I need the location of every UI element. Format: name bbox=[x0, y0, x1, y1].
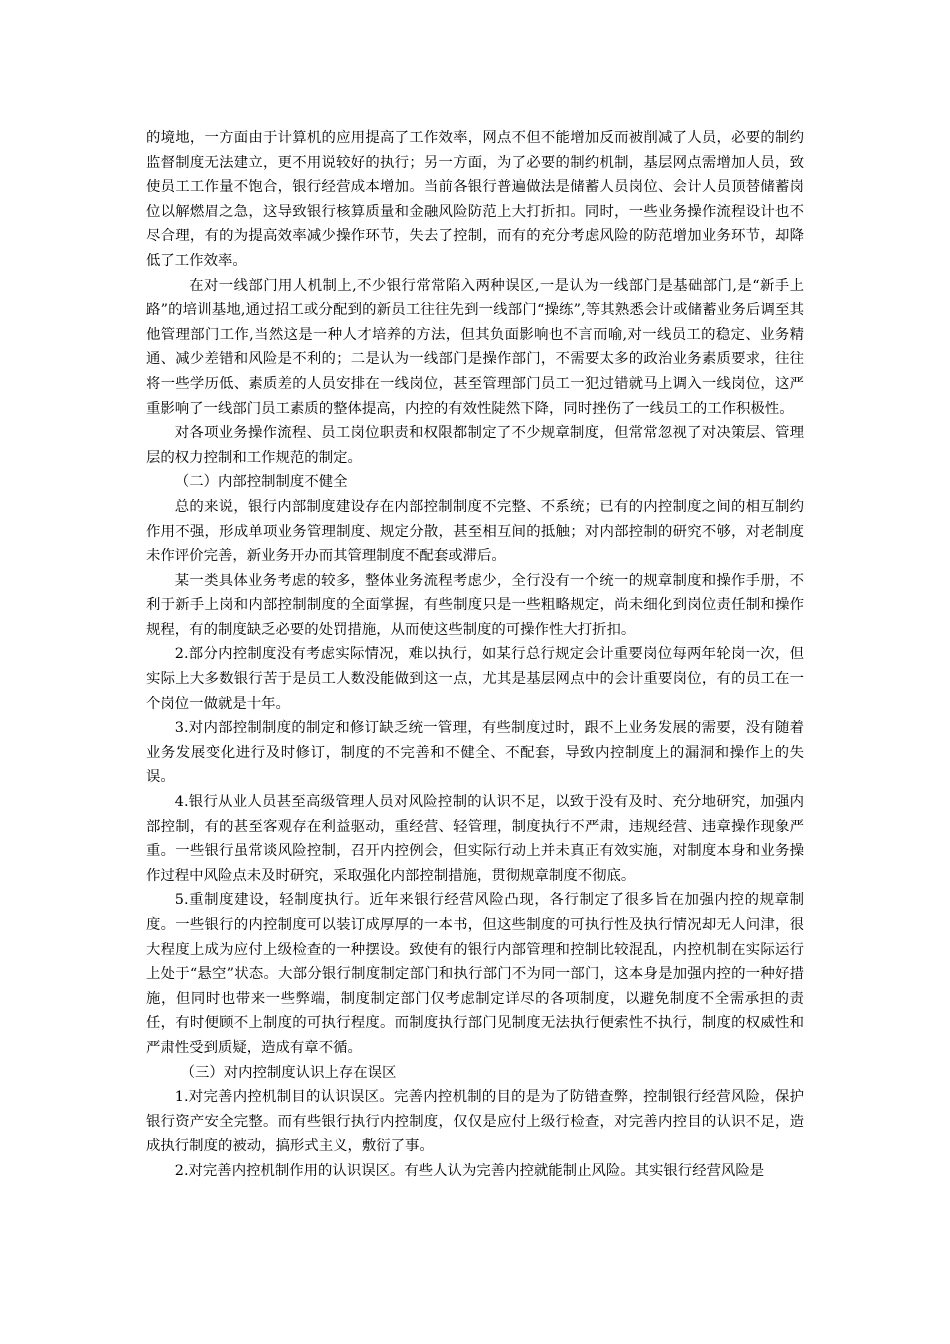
paragraph-9: 5.重制度建设，轻制度执行。近年来银行经营风险凸现，各行制定了很多旨在加强内控的规章制度。一些银行的内控制度可以装订成厚厚的一本书，但这些制度的可执行性及执行情况却无人问津，很大程度上成为应付上级检查的一种摆设。致使有的银行内部管理和控制比较混乱，内控机制在实际运行上处于“悬空”状态。大部分银行制度制定部门和执行部门不为同一部门，这本身是加强内控的一种好措施，但同时也带来一些弊端，制度制定部门仅考虑制定详尽的各项制度，以避免制度不全需承担的责任，有时便顾不上制度的可执行程度。而制度执行部门见制度无法执行便索性不执行，制度的权威性和严肃性受到质疑，造成有章不循。 bbox=[146, 892, 804, 1056]
paragraph-2: 在对一线部门用人机制上,不少银行常常陷入两种误区,一是认为一线部门是基础部门,是“新手上路”的培训基地,通过招工或分配到的新员工往往先到一线部门“操练”,等其熟悉会计或储蓄业务后调至其他管理部门工作,当然这是一种人才培养的方法，但其负面影响也不言而喻,对一线员工的稳定、业务精通、减少差错和风险是不利的；二是认为一线部门是操作部门，不需要太多的政治业务素质要求，往往将一些学历低、素质差的人员安排在一线岗位，甚至管理部门员工一犯过错就马上调入一线岗位，这严重影响了一线部门员工素质的整体提高，内控的有效性陡然下降，同时挫伤了一线员工的工作积极性。 bbox=[146, 277, 804, 417]
paragraph-1: 的境地，一方面由于计算机的应用提高了工作效率，网点不但不能增加反而被削减了人员，必要的制约监督制度无法建立，更不用说较好的执行；另一方面，为了必要的制约机制，基层网点需增加人员，致使员工工作量不饱合，银行经营成本增加。当前各银行普遍做法是储蓄人员岗位、会计人员顶替储蓄岗位以解燃眉之急，这导致银行核算质量和金融风险防范上大打折扣。同时，一些业务操作流程设计也不尽合理，有的为提高效率减少操作环节，失去了控制，而有的充分考虑风险的防范增加业务环节，却降低了工作效率。 bbox=[146, 130, 804, 269]
paragraph-8: 4.银行从业人员甚至高级管理人员对风险控制的认识不足，以致于没有及时、充分地研究，加强内部控制，有的甚至客观存在利益驱动，重经营、轻管理，制度执行不严肃，违规经营、违章操作现象严重。一些银行虽常谈风险控制，召开内控例会，但实际行动上并未真正有效实施，对制度本身和业务操作过程中风险点未及时研究，采取强化内部控制措施，贯彻规章制度不彻底。 bbox=[146, 794, 804, 884]
paragraph-6: 2.部分内控制度没有考虑实际情况，难以执行，如某行总行规定会计重要岗位每两年轮岗一次，但实际上大多数银行苦于是员工人数没能做到这一点，尤其是基层网点中的会计重要岗位，有的员工在一个岗位一做就是十年。 bbox=[146, 646, 804, 712]
document-body bbox=[146, 126, 804, 1184]
paragraph-7: 3.对内部控制制度的制定和修订缺乏统一管理，有些制度过时，跟不上业务发展的需要，没有随着业务发展变化进行及时修订，制度的不完善和不健全、不配套，导致内控制度上的漏洞和操作上的失误。 bbox=[146, 720, 804, 786]
section-heading-3: （三）对内控制度认识上存在误区 bbox=[180, 1064, 397, 1081]
paragraph-4: 总的来说，银行内部制度建设存在内部控制制度不完整、不系统；已有的内控制度之间的相互制约作用不强，形成单项业务管理制度、规定分散，甚至相互间的抵触；对内部控制的研究不够，对老制度未作评价完善，新业务开办而其管理制度不配套或滞后。 bbox=[146, 498, 804, 565]
section-heading-2: （二）内部控制制度不健全 bbox=[174, 474, 348, 491]
paragraph-3: 对各项业务操作流程、员工岗位职责和权限都制定了不少规章制度，但常常忽视了对决策层、管理层的权力控制和工作规范的制定。 bbox=[146, 425, 804, 466]
paragraph-10: 1.对完善内控机制目的认识误区。完善内控机制的目的是为了防错查弊，控制银行经营风险，保护银行资产安全完整。而有些银行执行内控制度，仅仅是应付上级行检查，对完善内控目的认识不足，造成执行制度的被动，搞形式主义，敷衍了事。 bbox=[146, 1089, 804, 1155]
paragraph-11: 2.对完善内控机制作用的认识误区。有些人认为完善内控就能制止风险。其实银行经营风险是 bbox=[174, 1162, 765, 1179]
paragraph-5: 某一类具体业务考虑的较多，整体业务流程考虑少，全行没有一个统一的规章制度和操作手册，不利于新手上岗和内部控制制度的全面掌握，有些制度只是一些粗略规定，尚未细化到岗位责任制和操作规程，有的制度缺乏必要的处罚措施，从而使这些制度的可操作性大打折扣。 bbox=[146, 572, 804, 638]
